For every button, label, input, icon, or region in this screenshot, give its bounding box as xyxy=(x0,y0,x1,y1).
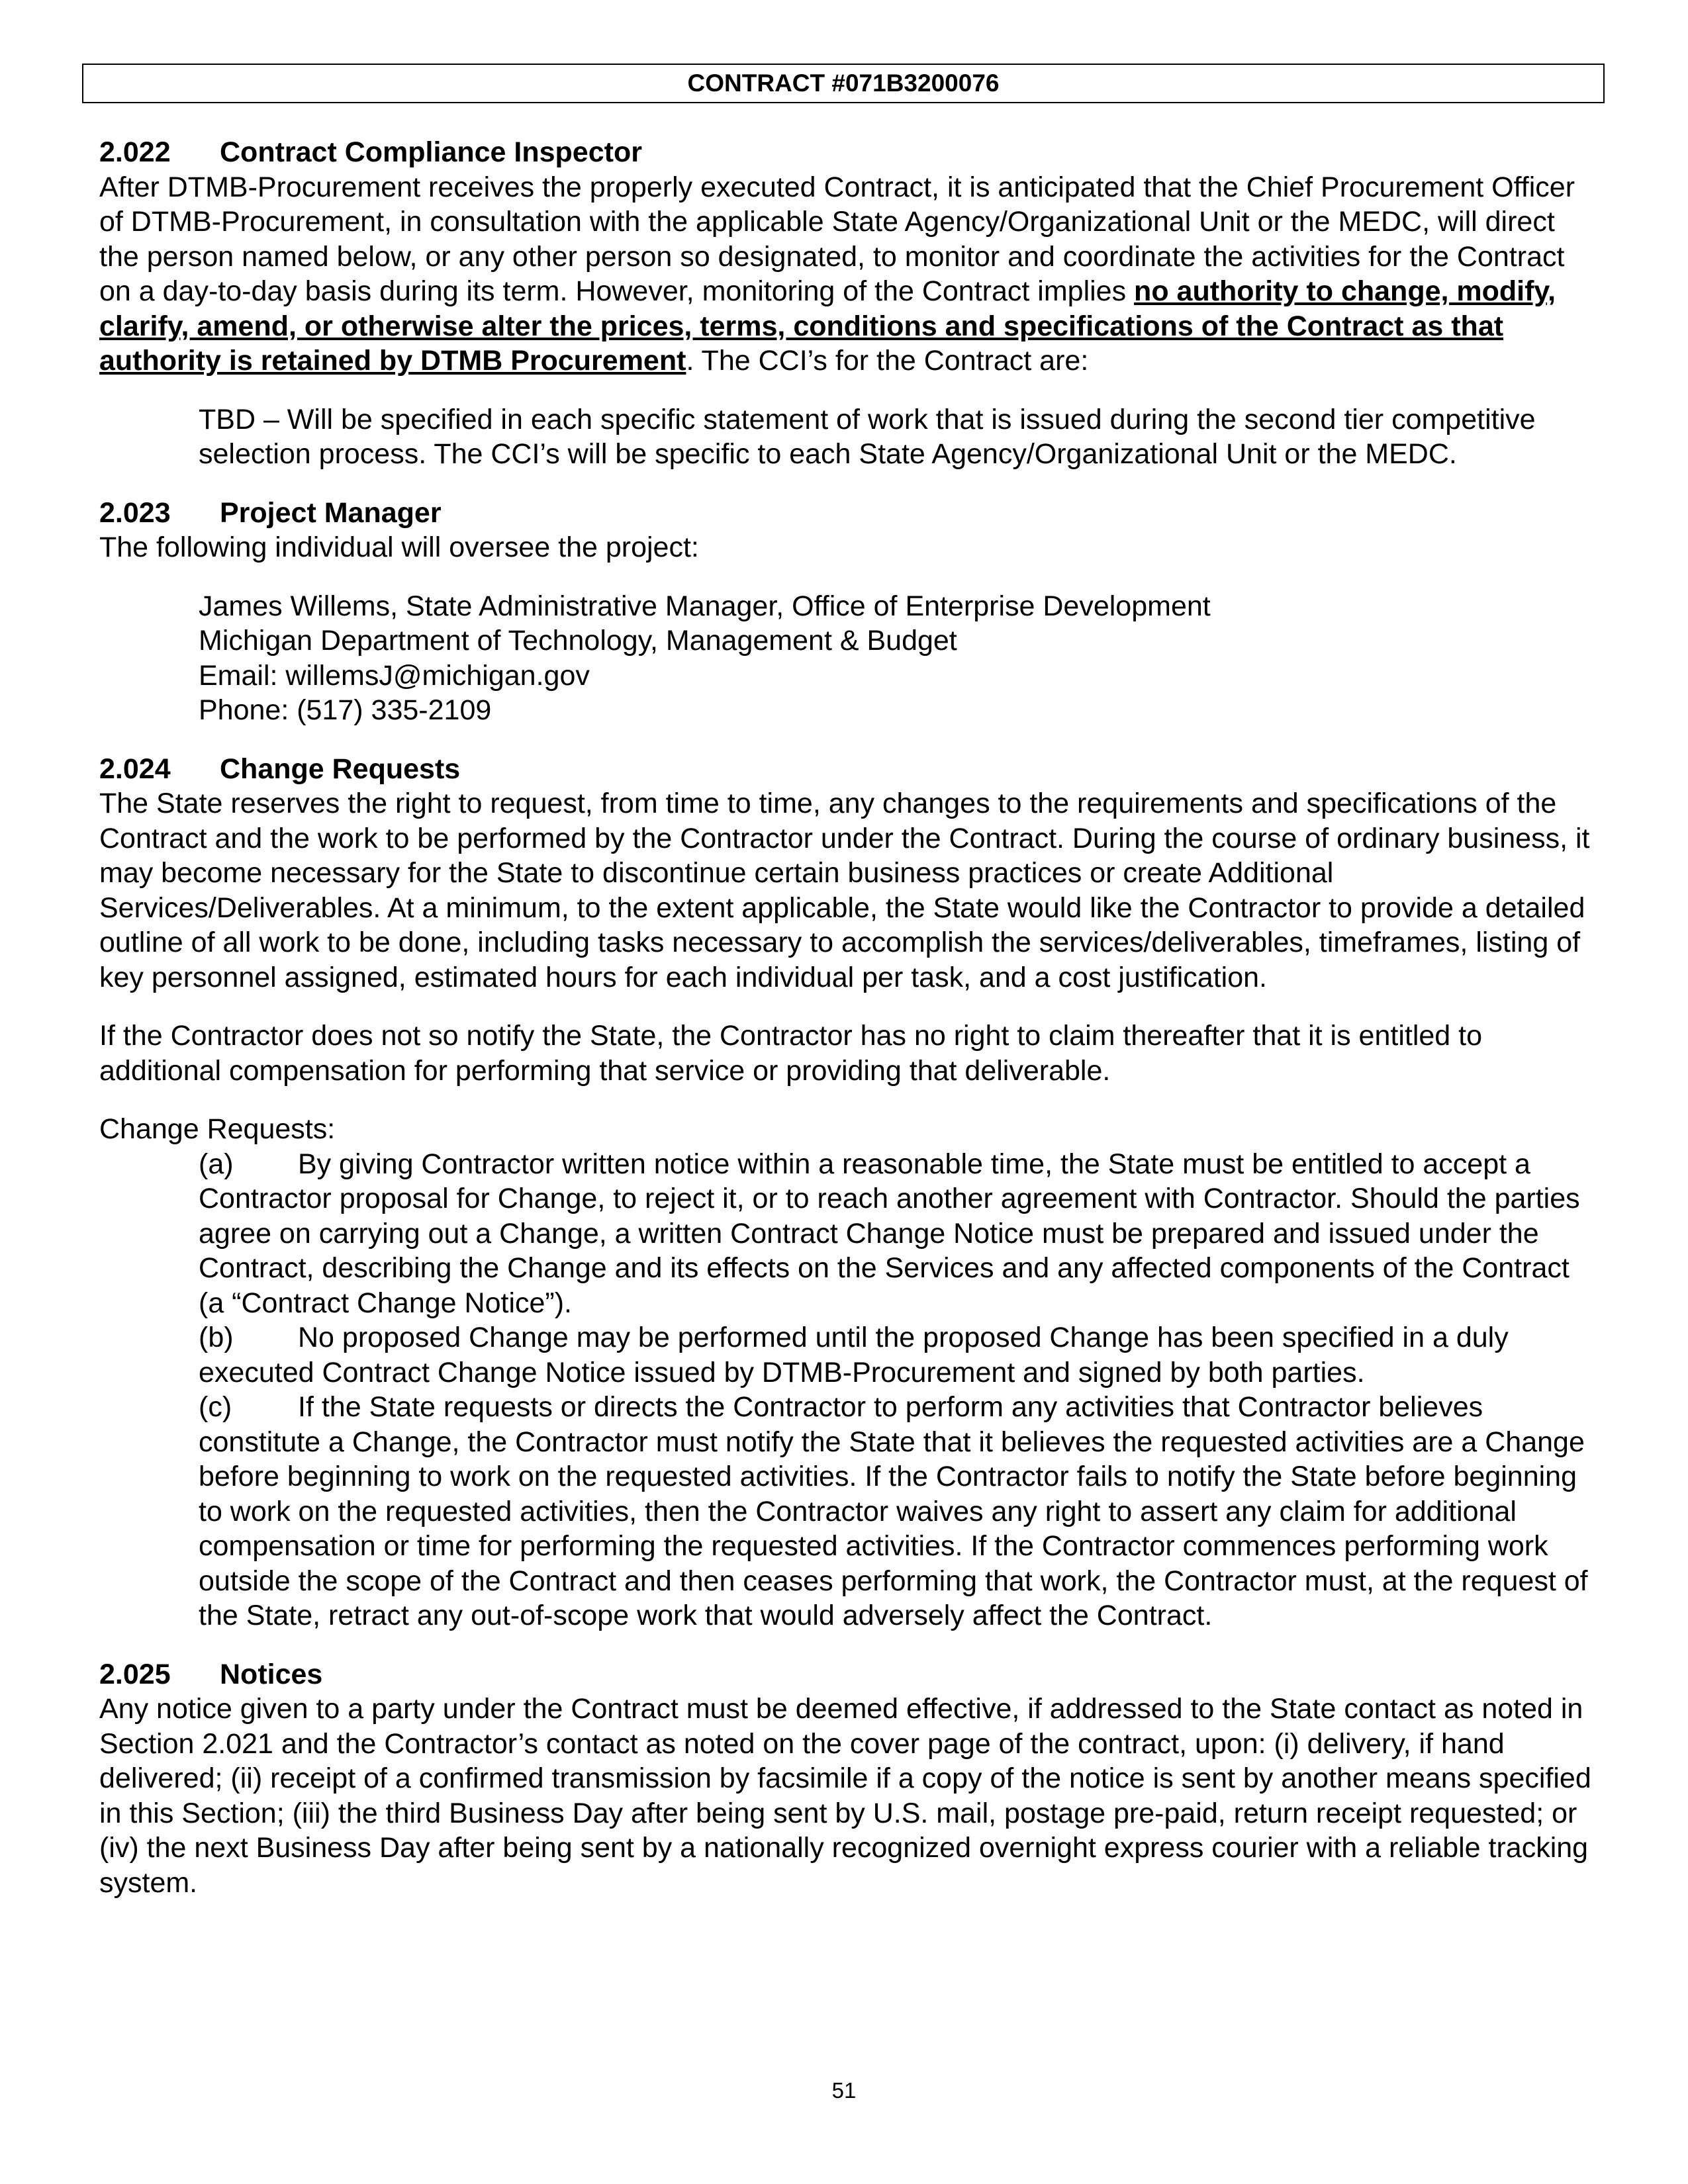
contact-email-line: Email: willemsJ@michigan.gov xyxy=(199,659,590,692)
paragraph: Any notice given to a party under the Contract must be deemed effective, if addressed to the State contact as noted in Section 2.021 and the Contractor’s contact as noted on the cover page of the contract, upon: (i) delivery, if hand delivered; (ii) receipt of a confirmed transmission by facsimile if a copy of the notice is sent by another means specified in this Section; (iii) the third Business Day after being sent by U.S. mail, postage pre-paid, return receipt requested; or (iv) the next Business Day after being sent by a nationally recognized overnight express courier with a reliable tracking system. xyxy=(99,1693,1591,1899)
section-number: 2.025 xyxy=(99,1658,171,1690)
list-item xyxy=(199,1320,1595,1390)
paragraph-text: . The CCI’s for the Contract are: xyxy=(686,345,1089,377)
contact-phone-line: Phone: (517) 335-2109 xyxy=(199,694,492,726)
section-heading xyxy=(99,1657,1595,1692)
list-item xyxy=(199,1147,1595,1321)
paragraph: If the Contractor does not so notify the State, the Contractor has no right to claim thereafter that it is entitled to additional compensation for performing that service or providing that deliverable. xyxy=(99,1020,1483,1087)
section-title: Project Manager xyxy=(220,496,442,529)
emphasized-text: no authority to change, modify, clarify, amend, or otherwise alter the prices, terms, conditions and specifications of the Contract as that authority is retained by DTMB Procurement xyxy=(99,275,1556,377)
paragraph: The State reserves the right to request, from time to time, any changes to the requirements and specifications of the Contract and the work to be performed by the Contractor under the Contract. During the course of ordinary business, it may become necessary for the State to discontinue certain business practices or create Additional Services/Deliverables. At a minimum, to the extent applicable, the State would like the Contractor to provide a detailed outline of all work to be done, including tasks necessary to accomplish the services/deliverables, timeframes, listing of key personnel assigned, estimated hours for each individual per task, and a cost justification. xyxy=(99,788,1590,993)
list-item-text: No proposed Change may be performed until the proposed Change has been specified in a duly executed Contract Change Notice issued by DTMB-Procurement and signed by both parties. xyxy=(199,1322,1509,1388)
section-2025 xyxy=(99,1657,1595,1901)
page-number: 51 xyxy=(831,2078,857,2103)
section-2022 xyxy=(99,135,1595,472)
list-intro: Change Requests: xyxy=(99,1113,336,1145)
list-item-text: If the State requests or directs the Contractor to perform any activities that Contractor believes constitute a Change, the Contractor must notify the State that it believes the requested activities are a Change before beginning to work on the requested activities. If the Contractor fails to notify the State before beginning to work on the requested activities, then the Contractor waives any right to assert any claim for additional compensation or time for performing the requested activities. If the Contractor commences performing work outside the scope of the Contract and then ceases performing that work, the Contractor must, at the request of the State, retract any out-of-scope work that would adversely affect the Contract. xyxy=(199,1391,1588,1631)
section-heading xyxy=(99,496,1595,531)
list-item-label: (a) xyxy=(199,1148,234,1180)
section-title: Notices xyxy=(220,1658,323,1690)
contract-header xyxy=(82,64,1605,103)
page-footer xyxy=(0,2078,1688,2103)
indented-paragraph: TBD – Will be specified in each specific statement of work that is issued during the second tier competitive selection process. The CCI’s will be specific to each State Agency/Organizational Unit or the MEDC. xyxy=(199,403,1536,470)
contact-name-line: James Willems, State Administrative Manager, Office of Enterprise Development xyxy=(199,590,1211,622)
section-number: 2.022 xyxy=(99,136,171,168)
paragraph: The following individual will oversee the project: xyxy=(99,531,699,563)
section-number: 2.024 xyxy=(99,752,171,785)
contract-number: CONTRACT #071B3200076 xyxy=(687,69,1000,97)
contact-block xyxy=(199,589,1595,728)
section-2024 xyxy=(99,752,1595,1633)
section-title: Contract Compliance Inspector xyxy=(220,136,642,168)
list-item xyxy=(199,1390,1595,1633)
section-heading xyxy=(99,752,1595,787)
section-heading xyxy=(99,135,1595,170)
contact-department-line: Michigan Department of Technology, Management & Budget xyxy=(199,625,957,657)
section-number: 2.023 xyxy=(99,496,171,529)
section-title: Change Requests xyxy=(220,752,461,785)
document-body xyxy=(99,135,1595,1900)
list-item-label: (b) xyxy=(199,1322,234,1353)
paragraph-text: After DTMB-Procurement receives the properly executed Contract, it is anticipated that the Chief Procurement Officer of DTMB-Procurement, in consultation with the applicable State Agency/Organizational Unit or the MEDC, will direct the person named below, or any other person so designated, to monitor and coordinate the activities for the Contract on a day-to-day basis during its term. However, monitoring of the Contract implies xyxy=(99,171,1575,307)
list-item-text: By giving Contractor written notice within a reasonable time, the State must be entitled to accept a Contractor proposal for Change, to reject it, or to reach another agreement with Contractor. Should the parties agree on carrying out a Change, a written Contract Change Notice must be prepared and issued under the Contract, describing the Change and its effects on the Services and any affected components of the Contract (a “Contract Change Notice”). xyxy=(199,1148,1580,1319)
paragraph xyxy=(99,170,1595,379)
list-item-label: (c) xyxy=(199,1391,232,1423)
section-2023 xyxy=(99,496,1595,728)
